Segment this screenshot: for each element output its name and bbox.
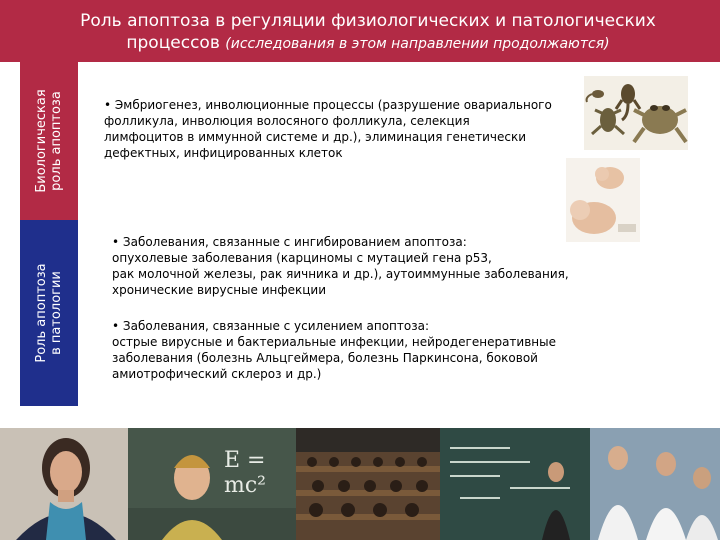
text-line: • Заболевания, связанные с ингибированием апоптоза: bbox=[112, 235, 467, 249]
lecturer-blackboard-photo bbox=[440, 428, 590, 540]
slide-title-note: (исследования в этом направлении продолжаются) bbox=[225, 36, 610, 52]
text-line: • Эмбриогенез, инволюционные процессы (разрушение овариального bbox=[104, 98, 552, 112]
text-line: рак молочной железы, рак яичника и др.), аутоиммунные заболевания, bbox=[112, 267, 569, 281]
tab-pathology-role-label bbox=[34, 263, 64, 362]
tab-pathology-role-line1: Роль апоптоза bbox=[34, 263, 49, 363]
text-line: амиотрофический склероз и др.) bbox=[112, 367, 322, 381]
chalkboard-formula: E = mc² bbox=[224, 448, 267, 498]
text-line: лимфоцитов в иммунной системе и др.), элиминация генетически bbox=[104, 130, 527, 144]
photo-strip bbox=[0, 428, 720, 540]
tab-pathology-role-line2: в патологии bbox=[49, 271, 64, 355]
tab-biological-role bbox=[20, 62, 78, 220]
text-line: дефектных, инфицированных клеток bbox=[104, 146, 343, 160]
apoptosis-inhibition-text bbox=[112, 234, 632, 298]
slide-title bbox=[48, 10, 688, 55]
text-line: фолликула, инволюция волосяного фолликула, селекция bbox=[104, 114, 470, 128]
physiological-processes-text bbox=[104, 97, 604, 161]
embryo-development-image bbox=[566, 158, 640, 242]
doctors-photo bbox=[590, 428, 720, 540]
text-line: опухолевые заболевания (карциномы с мутацией гена p53, bbox=[112, 251, 492, 265]
frog-metamorphosis-image bbox=[584, 76, 688, 150]
lecture-hall-photo bbox=[296, 428, 440, 540]
boy-at-blackboard-photo bbox=[128, 428, 296, 540]
slide-title-main: Роль апоптоза в регуляции физиологических и патологических процессов bbox=[80, 11, 656, 53]
tab-biological-role-line1: Биологическая bbox=[34, 89, 49, 193]
text-line: заболевания (болезнь Альцгеймера, болезнь Паркинсона, боковой bbox=[112, 351, 538, 365]
text-line: • Заболевания, связанные с усилением апоптоза: bbox=[112, 319, 429, 333]
tab-biological-role-label bbox=[34, 89, 64, 192]
text-line: хронические вирусные инфекции bbox=[112, 283, 327, 297]
text-line: острые вирусные и бактериальные инфекции, нейродегенеративные bbox=[112, 335, 556, 349]
tab-biological-role-line2: роль апоптоза bbox=[49, 91, 64, 191]
tab-pathology-role bbox=[20, 220, 78, 406]
apoptosis-enhancement-text bbox=[112, 318, 632, 382]
teacher-photo bbox=[0, 428, 128, 540]
